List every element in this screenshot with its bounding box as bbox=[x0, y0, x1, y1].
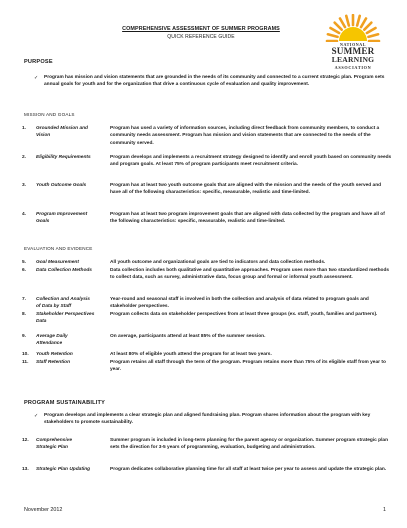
item-label: 2. Eligibility Requirements bbox=[22, 155, 91, 160]
evaluation-heading: EVALUATION AND EVIDENCE bbox=[24, 246, 93, 251]
item-label: 3. Youth Outcome Goals bbox=[22, 183, 87, 188]
footer-date: November 2012 bbox=[24, 507, 63, 513]
item-label: 12. Comprehensive Strategic Plan bbox=[22, 438, 72, 451]
item-text: At least 80% of eligible youth attend the program for at least two years. bbox=[110, 352, 272, 357]
item-text: Program retains all staff through the term of the program. Program retains more than 75% of its eligible staff from year to year. bbox=[110, 360, 386, 373]
sun-ray bbox=[330, 28, 339, 33]
mission-goals-heading: MISSION AND GOALS bbox=[24, 112, 75, 117]
item-label: 5. Goal Measurement bbox=[22, 260, 79, 265]
sun-ray bbox=[335, 23, 342, 30]
logo-learning: LEARNING bbox=[331, 55, 375, 64]
nsla-logo bbox=[322, 14, 384, 80]
document-subtitle: QUICK REFERENCE GUIDE bbox=[167, 34, 235, 40]
sun-ray bbox=[367, 28, 376, 33]
sun-ray bbox=[361, 18, 366, 27]
item-text: Program has at least two youth outcome goals that are aligned with the mission and the needs of the youth served and have all of the following characteristics: specific, measurable, realistic and time-limited. bbox=[110, 183, 382, 196]
check-icon: ✓ bbox=[34, 413, 39, 419]
sustainability-heading: PROGRAM SUSTAINABILITY bbox=[24, 400, 106, 406]
item-label: 6. Data Collection Methods bbox=[22, 268, 92, 273]
item-text: Program dedicates collaborative planning time for all staff at least twice per year to assess and update the strategic plan. bbox=[110, 467, 387, 472]
check-icon: ✓ bbox=[34, 75, 39, 81]
item-label: 11. Staff Retention bbox=[22, 360, 71, 365]
page-number: 1 bbox=[383, 507, 386, 513]
item-label: 8. Stakeholder Perspectives Data bbox=[22, 312, 95, 325]
sun-ray bbox=[357, 16, 360, 26]
purpose-text: Program has mission and vision statements that are grounded in the needs of its community and connected to a current strategic plan. Program sets annual goals for youth and for the organization that drive a continuous cycle of evaluation and quality improvement. bbox=[44, 75, 385, 88]
logo-summer: SUMMER bbox=[331, 46, 375, 56]
item-label: 4. Program Improvement Goals bbox=[22, 212, 88, 225]
item-text: Year-round and seasonal staff is involved in both the collection and analysis of data related to program goals and stakeholder perspectives. bbox=[110, 297, 369, 310]
sun-rays-icon bbox=[322, 14, 384, 42]
item-label: 7. Collection and Analysis of Data by Staff bbox=[22, 297, 90, 310]
item-text: Program collects data on stakeholder perspectives from at least three groups (ex. staff, youth, families and partners). bbox=[110, 312, 378, 317]
item-label: 13. Strategic Plan Updating bbox=[22, 467, 91, 472]
purpose-heading: PURPOSE bbox=[24, 59, 53, 65]
item-label: 1. Grounded Mission and Vision bbox=[22, 126, 88, 139]
item-label: 10. Youth Retention bbox=[22, 352, 73, 357]
sun-ray bbox=[340, 18, 345, 27]
sun-ray bbox=[346, 16, 349, 26]
item-text: Summer program is included in long-term planning for the parent agency or organization. Summer program strategic plan sets the direction for 3-5 years of programming, evaluation, budgeting and administration. bbox=[110, 438, 388, 451]
sustainability-text: Program develops and implements a clear strategic plan and aligned fundraising plan. Program shares information about the program with key stakeholders to promote sustainability. bbox=[44, 413, 371, 426]
logo-national: NATIONAL bbox=[339, 42, 367, 47]
item-text: Program has at least two program improvement goals that are aligned with data collected by the program and have all of the following characteristics: specific, measurable, realistic and time-limited. bbox=[110, 212, 385, 225]
item-text: Data collection includes both qualitative and quantitative approaches. Program uses more than two standardized methods to collect data, such as survey, administrative data, focus group and formal or informal youth assessment. bbox=[110, 268, 390, 281]
sun-ray bbox=[328, 34, 338, 37]
item-label: 9. Average Daily Attendance bbox=[22, 334, 68, 347]
item-text: Program develops and implements a recruitment strategy designed to identify and enroll youth based on community needs and program goals. At least 75% of program participants meet recruitment criteria. bbox=[110, 155, 392, 168]
sun-ray bbox=[368, 34, 378, 37]
logo-association: ASSOCIATION bbox=[334, 65, 372, 70]
document-title: COMPREHENSIVE ASSESSMENT OF SUMMER PROGRAMS bbox=[122, 26, 280, 32]
item-text: On average, participants attend at least 85% of the summer session. bbox=[110, 334, 266, 339]
item-text: All youth outcome and organizational goals are tied to indicators and data collection methods. bbox=[110, 260, 326, 265]
sun-ray bbox=[364, 23, 371, 30]
item-text: Program has used a variety of information sources, including direct feedback from community members, to conduct a community needs assessment. Program has mission and vision statements that are connected to the needs of the community served. bbox=[110, 126, 380, 146]
